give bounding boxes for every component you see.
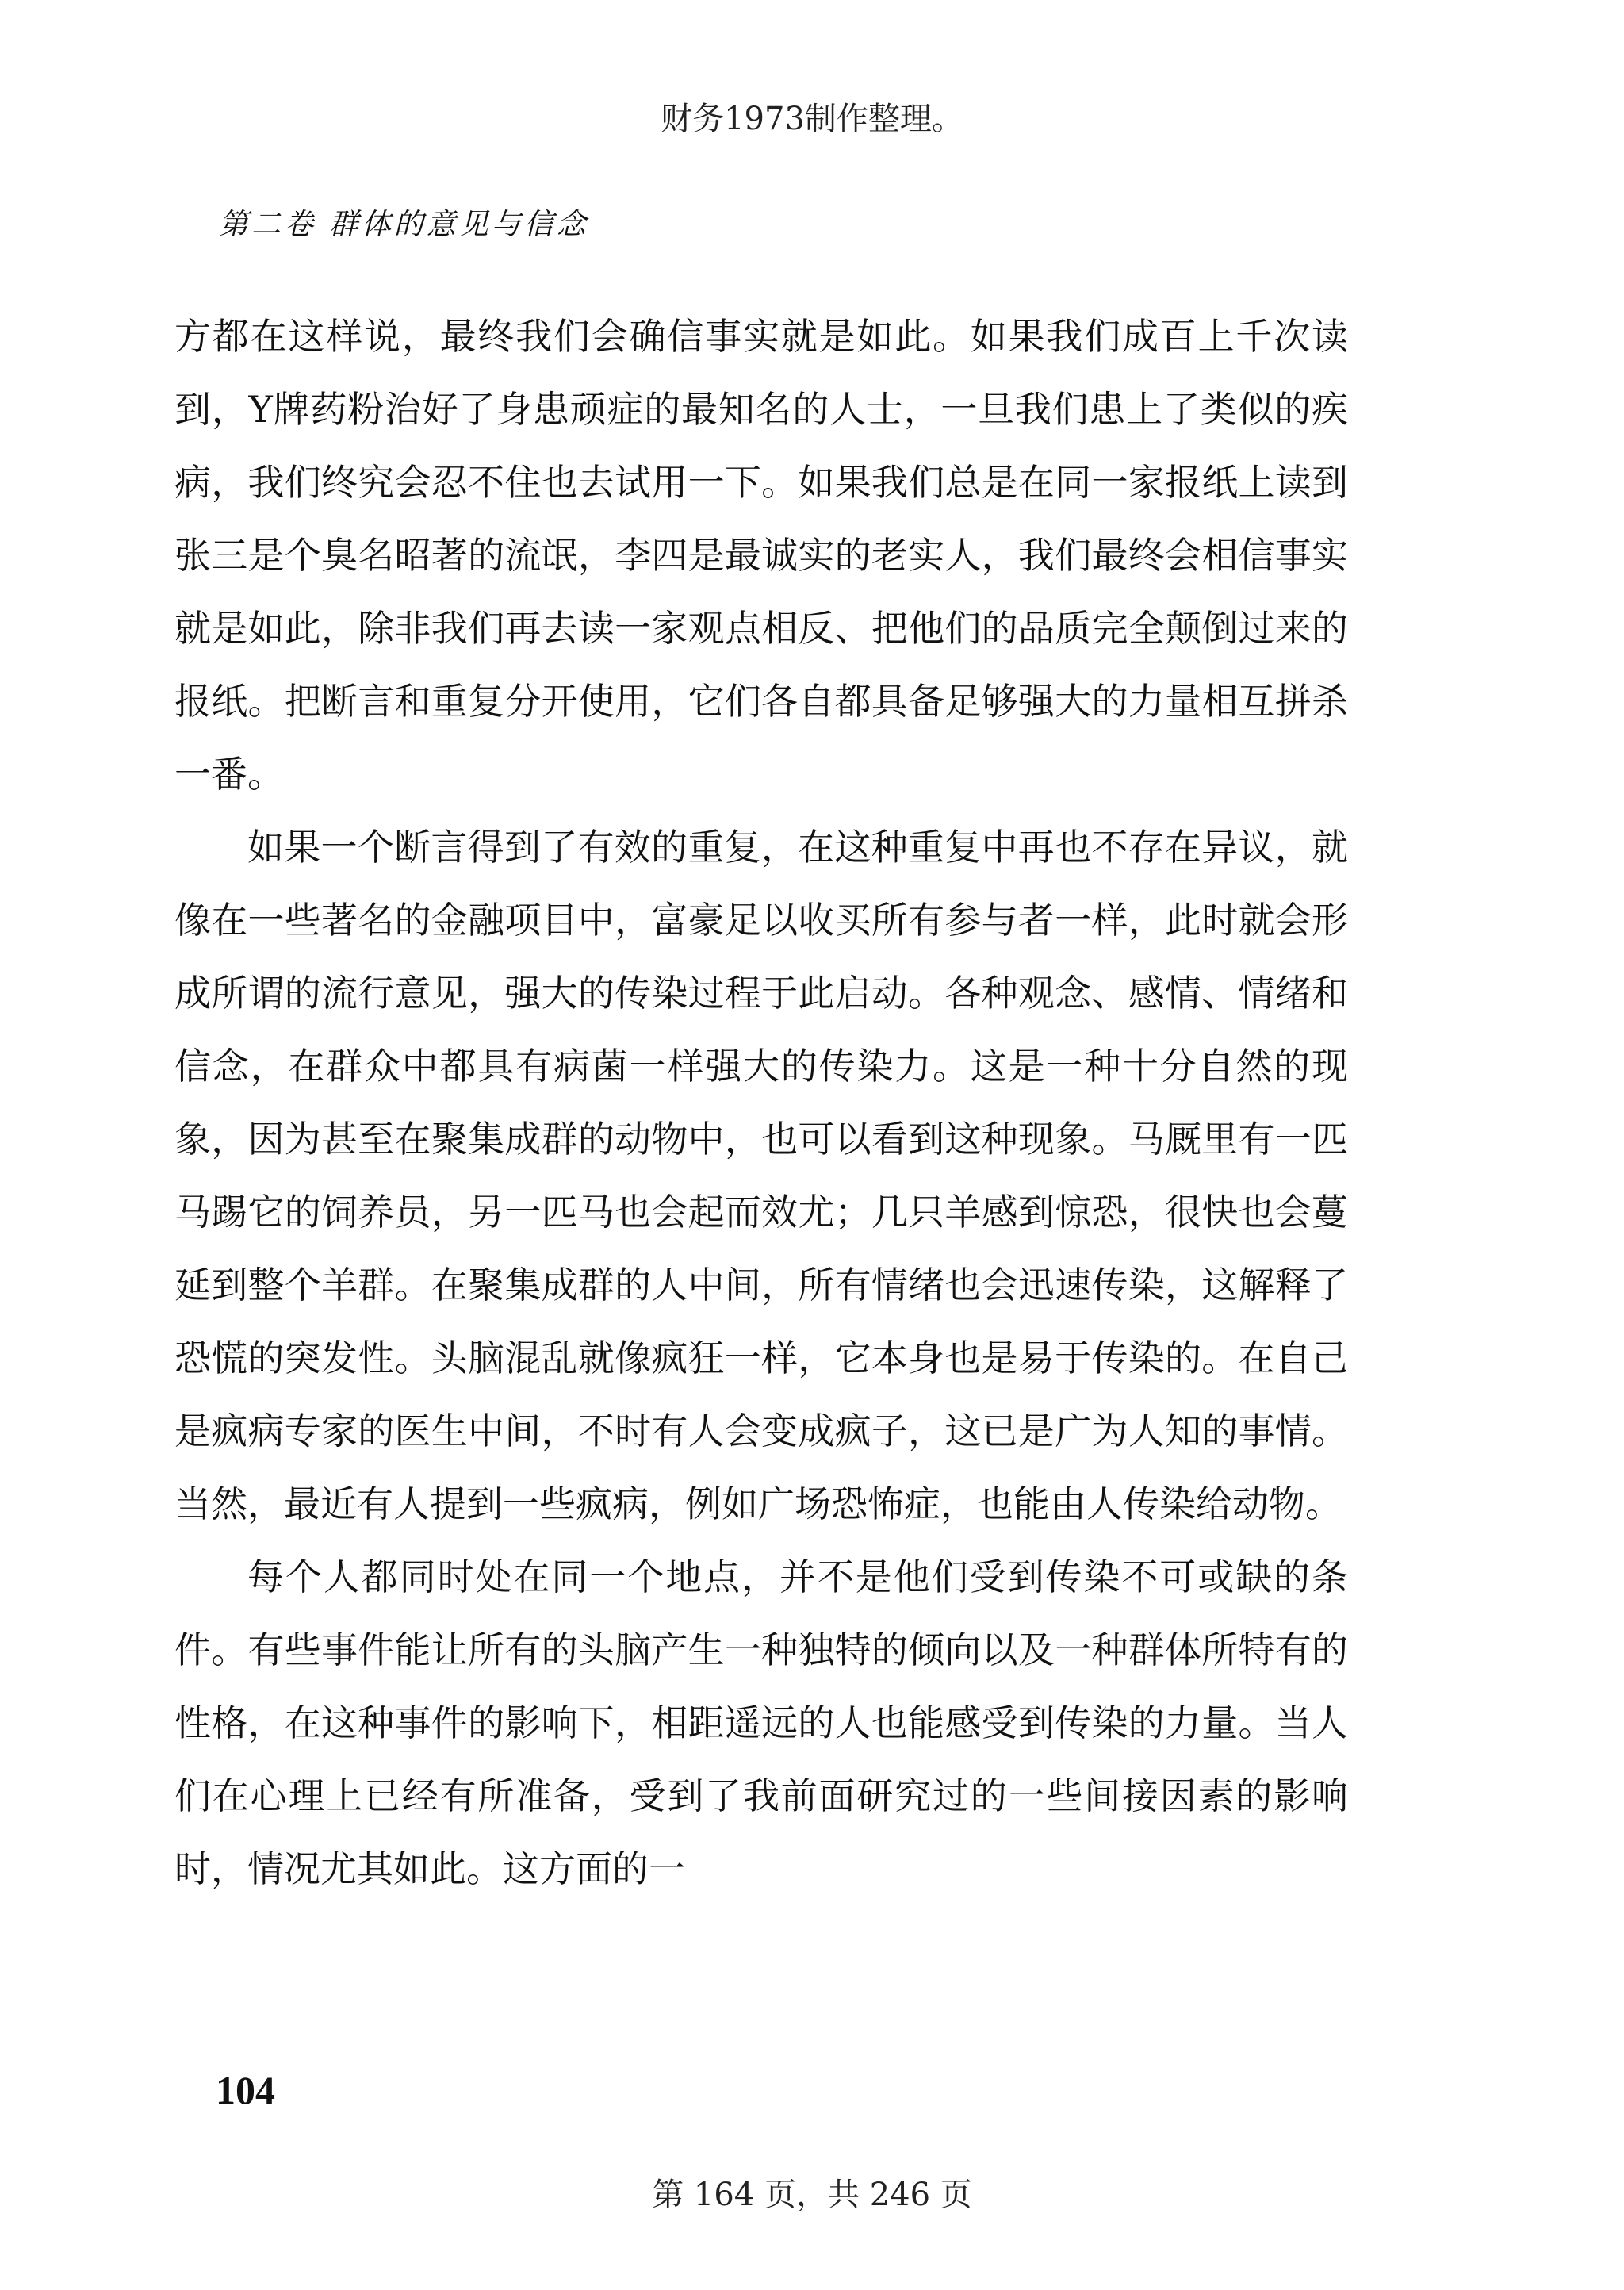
running-head: 第二卷 群体的意见与信念 xyxy=(219,207,589,241)
paragraph: 方都在这样说，最终我们会确信事实就是如此。如果我们成百上千次读到，Y牌药粉治好了身患顽症的最知名的人士，一旦我们患上了类似的疾病，我们终究会忍不住也去试用一下。如果我们总是在同一家报纸上读到张三是个臭名昭著的流氓，李四是最诚实的老实人，我们最终会相信事实就是如此，除非我们再去读一家观点相反、把他们的品质完全颠倒过来的报纸。把断言和重复分开使用，它们各自都具备足够强大的力量相互拼杀一番。 xyxy=(174,315,1348,796)
paragraph: 每个人都同时处在同一个地点，并不是他们受到传染不可或缺的条件。有些事件能让所有的头脑产生一种独特的倾向以及一种群体所特有的性格，在这种事件的影响下，相距遥远的人也能感受到传染的力量。当人们在心理上已经有所准备，受到了我前面研究过的一些间接因素的影响时，情况尤其如此。这方面的一 xyxy=(174,1555,1348,1890)
watermark-text: 财务1973制作整理。 xyxy=(661,101,963,137)
body-text xyxy=(174,300,1348,1905)
page-number: 104 xyxy=(216,2068,275,2112)
page-footer: 第 164 页，共 246 页 xyxy=(652,2177,972,2213)
paragraph: 如果一个断言得到了有效的重复，在这种重复中再也不存在异议，就像在一些著名的金融项目中，富豪足以收买所有参与者一样，此时就会形成所谓的流行意见，强大的传染过程于此启动。各种观念、感情、情绪和信念，在群众中都具有病菌一样强大的传染力。这是一种十分自然的现象，因为甚至在聚集成群的动物中，也可以看到这种现象。马厩里有一匹马踢它的饲养员，另一匹马也会起而效尤；几只羊感到惊恐，很快也会蔓延到整个羊群。在聚集成群的人中间，所有情绪也会迅速传染，这解释了恐慌的突发性。头脑混乱就像疯狂一样，它本身也是易于传染的。在自己是疯病专家的医生中间，不时有人会变成疯子，这已是广为人知的事情。当然，最近有人提到一些疯病，例如广场恐怖症，也能由人传染给动物。 xyxy=(174,826,1348,1525)
